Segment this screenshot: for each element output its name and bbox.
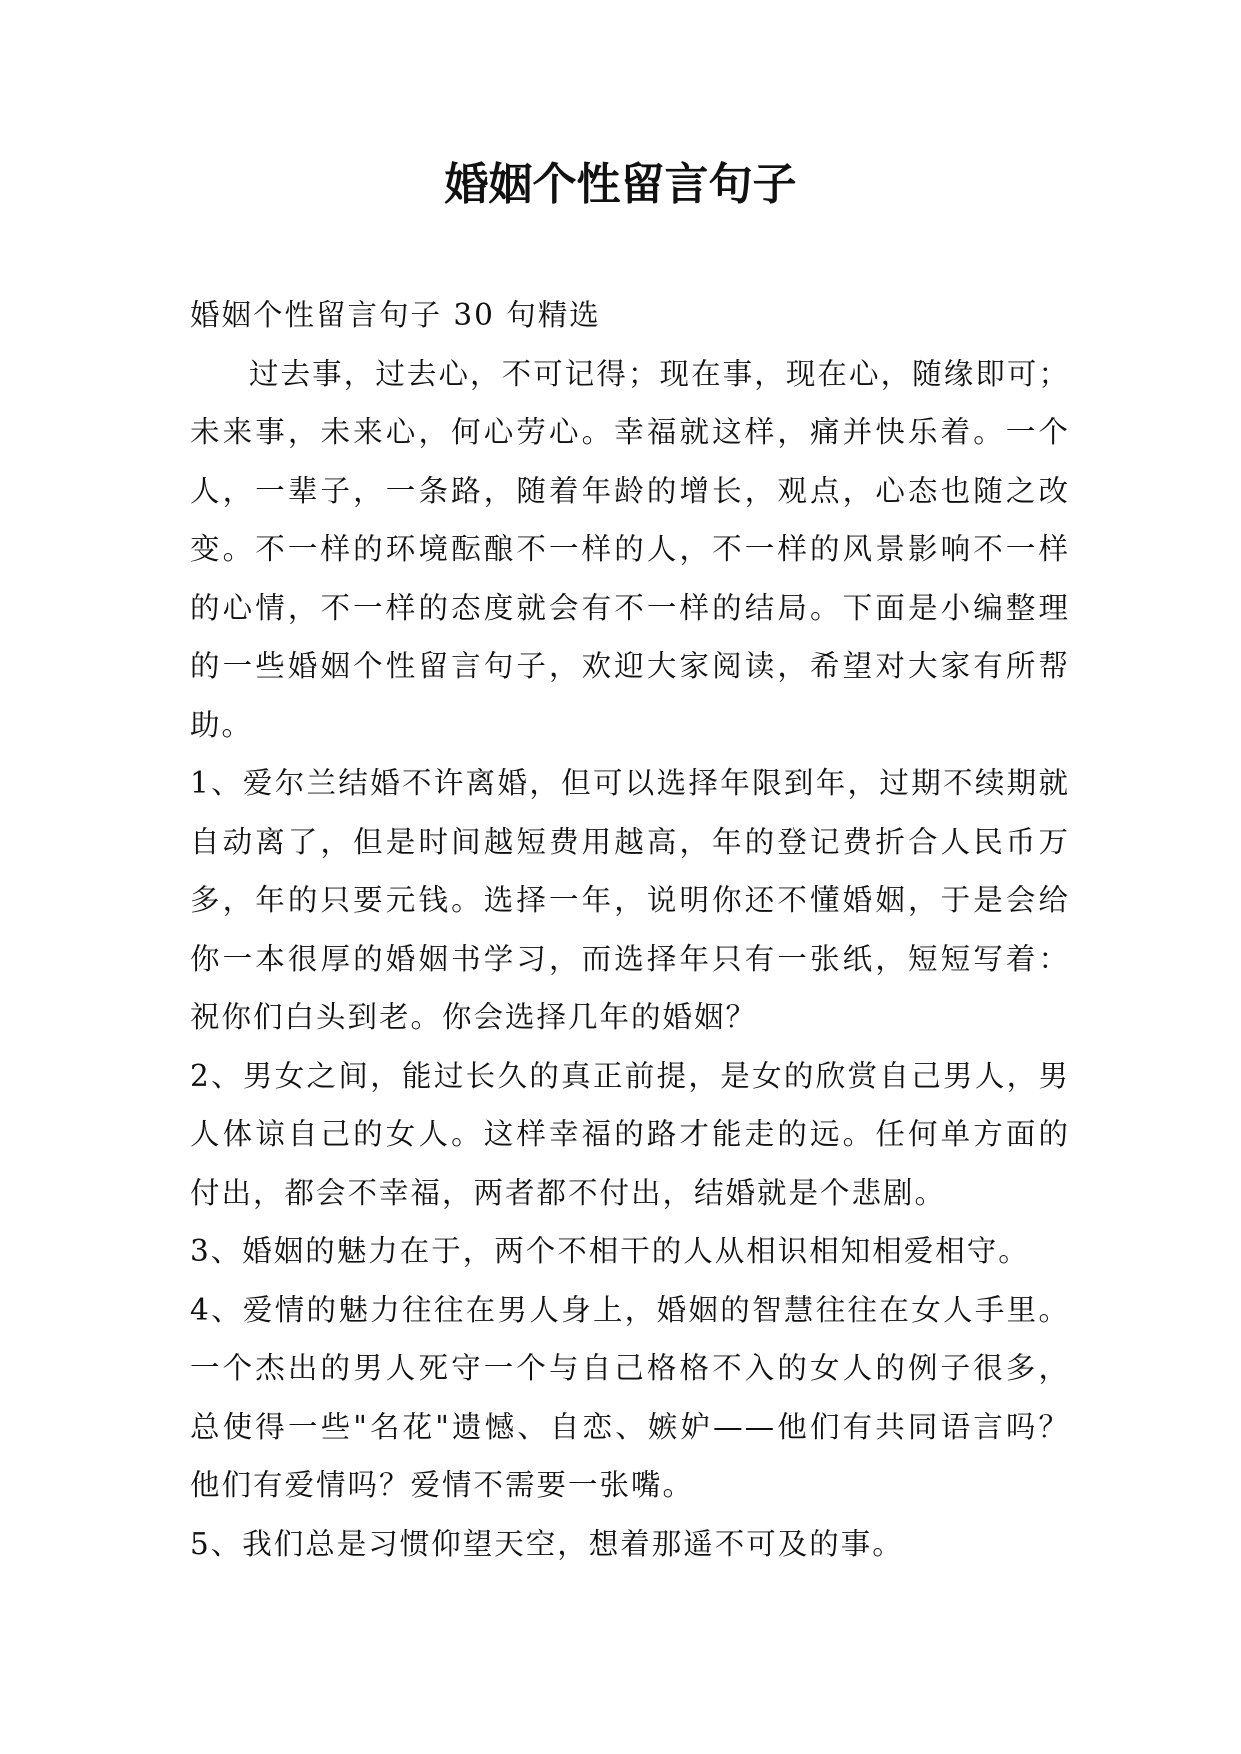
quote-paragraph-4: 4、爱情的魅力往往在男人身上，婚姻的智慧往往在女人手里。一个杰出的男人死守一个与自己格格不入的女人的例子很多，总使得一些"名花"遗憾、自恋、嫉妒——他们有共同语言吗？他们有爱情吗？爱情不需要一张嘴。: [190, 1292, 1070, 1502]
quote-paragraph-3: 3、婚姻的魅力在于，两个不相干的人从相识相知相爱相守。: [190, 1234, 1030, 1268]
document-body: [190, 286, 1070, 1573]
intro-paragraph: 过去事，过去心，不可记得；现在事，现在心，随缘即可；未来事，未来心，何心劳心。幸福就这样，痛并快乐着。一个人，一辈子，一条路，随着年龄的增长，观点，心态也随之改变。不一样的环境酝酿不一样的人，不一样的风景影响不一样的心情，不一样的态度就会有不一样的结局。下面是小编整理的一些婚姻个性留言句子，欢迎大家阅读，希望对大家有所帮助。: [190, 356, 1070, 742]
quote-paragraph-1: 1、爱尔兰结婚不许离婚，但可以选择年限到年，过期不续期就自动离了，但是时间越短费用越高，年的登记费折合人民币万多，年的只要元钱。选择一年，说明你还不懂婚姻，于是会给你一本很厚的婚姻书学习，而选择年只有一张纸，短短写着：祝你们白头到老。你会选择几年的婚姻？: [190, 766, 1070, 1034]
subtitle-paragraph: 婚姻个性留言句子 30 句精选: [190, 298, 601, 332]
quote-paragraph-2: 2、男女之间，能过长久的真正前提，是女的欣赏自己男人，男人体谅自己的女人。这样幸福的路才能走的远。任何单方面的付出，都会不幸福，两者都不付出，结婚就是个悲剧。: [190, 1058, 1070, 1210]
quote-paragraph-5: 5、我们总是习惯仰望天空，想着那遥不可及的事。: [190, 1526, 904, 1561]
document-title: 婚姻个性留言句子: [444, 159, 797, 210]
